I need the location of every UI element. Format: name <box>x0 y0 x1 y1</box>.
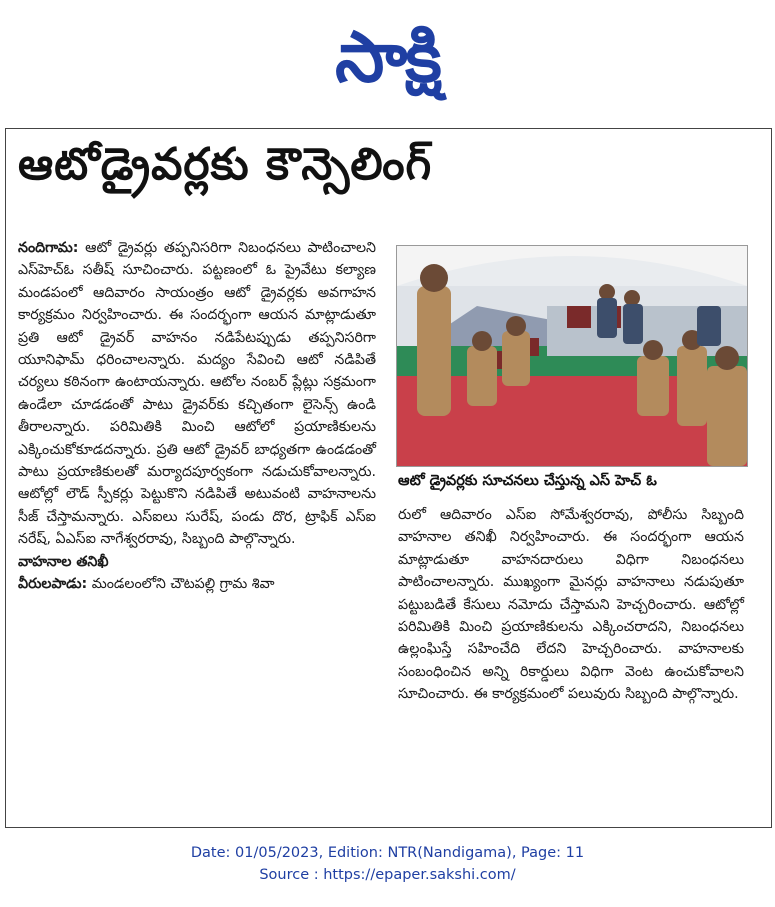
newspaper-logo: సాక్షి <box>335 16 440 98</box>
page-footer <box>0 842 775 886</box>
article-column-left <box>18 237 376 596</box>
photo-caption: ఆటో డ్రైవర్లకు సూచనలు చేస్తున్న ఎస్ హెచ్ ఓ <box>398 473 657 489</box>
counseling-photo-illustration <box>397 246 747 466</box>
second-dateline: వీరులపాడు: <box>18 576 88 593</box>
article-column-right <box>398 504 744 706</box>
article-clipping <box>5 128 772 828</box>
footer-edition-info: Date: 01/05/2023, Edition: NTR(Nandigama), Page: 11 <box>190 845 585 861</box>
lead-body: ఆటో డ్రైవర్లు తప్పనిసరిగా నిబంధనలు పాటించాలని ఎస్‌హెచ్‌ఓ సతీష్ సూచించారు. పట్టణంలో ఓ ప్రైవేటు కల్యాణ మండపంలో ఆదివారం సాయంత్రం ఆటో డ్రైవర్లకు అవగాహన కార్యక్రమం నిర్వహించారు. ఈ సందర్భంగా ఆయన మాట్లాడుతూ ప్రతి ఆటో డ్రైవర్ వాహనం నడిపేటప్పుడు తప్పనిసరిగా యూనిఫామ్ ధరించాలన్నారు. మద్యం సేవించి ఆటో నడిపితే చర్యలు కఠినంగా ఉంటాయన్నారు. ఆటోల నంబర్ ప్లేట్లు సక్రమంగా ఉండేలా చూడడంతో పాటు డ్రైవర్‌కు కచ్చితంగా లైసెన్స్ ఉండి తీరాలన్నారు. పరిమితికి మించి ఆటోలో ప్రయాణికులను ఎక్కించుకోకూడదన్నారు. ప్రతి ఆటో డ్రైవర్ బాధ్యతగా ఉండడంతో పాటు ప్రయాణికులతో మర్యాదపూర్వకంగా నడుచుకోవాలన్నారు. ఆటోల్లో లౌడ్ స్పీకర్లు పెట్టుకొని నడిపితే అటువంటి వాహనాలను సీజ్ చేస్తామన్నారు. ఎస్ఐలు సురేష్, పండు దొర, ట్రాఫిక్ ఎస్ఐ నరేష్, ఏఎస్ఐ నాగేశ్వరరావు, సిబ్బంది పాల్గొన్నారు. <box>18 240 376 548</box>
second-paragraph <box>18 573 376 595</box>
dateline: నందిగామ: <box>18 240 79 256</box>
article-photo <box>396 245 748 467</box>
lead-paragraph <box>18 237 376 551</box>
footer-source-link[interactable]: Source : https://epaper.sakshi.com/ <box>259 867 516 883</box>
second-body: మండలంలోని చౌటపల్లి గ్రామ శివా <box>91 576 275 593</box>
article-headline: ఆటోడ్రైవర్లకు కౌన్సెలింగ్ <box>18 139 433 190</box>
subheading: వాహనాల తనిఖీ <box>18 553 109 570</box>
right-paragraph: రులో ఆదివారం ఎస్ఐ సోమేశ్వరరావు, పోలీసు సిబ్బంది వాహనాల తనిఖీ నిర్వహించారు. ఈ సందర్భంగా ఆయన మాట్లాడుతూ వాహనదారులు విధిగా నిబంధనలు పాటించాలన్నారు. ముఖ్యంగా మైనర్లు వాహనాలు నడుపుతూ పట్టుబడితే కేసులు నమోదు చేస్తామని హెచ్చరించారు. ఆటోల్లో పరిమితికి మించి ప్రయాణికులను ఎక్కించరాదని, నిబంధనలు ఉల్లంఘిస్తే సహించేది లేదని హెచ్చరించారు. వాహనాలకు సంబంధించిన అన్ని రికార్డులు విధిగా వెంట ఉంచుకోవాలని సూచించారు. ఈ కార్యక్రమంలో పలువురు సిబ్బంది పాల్గొన్నారు. <box>398 507 744 703</box>
